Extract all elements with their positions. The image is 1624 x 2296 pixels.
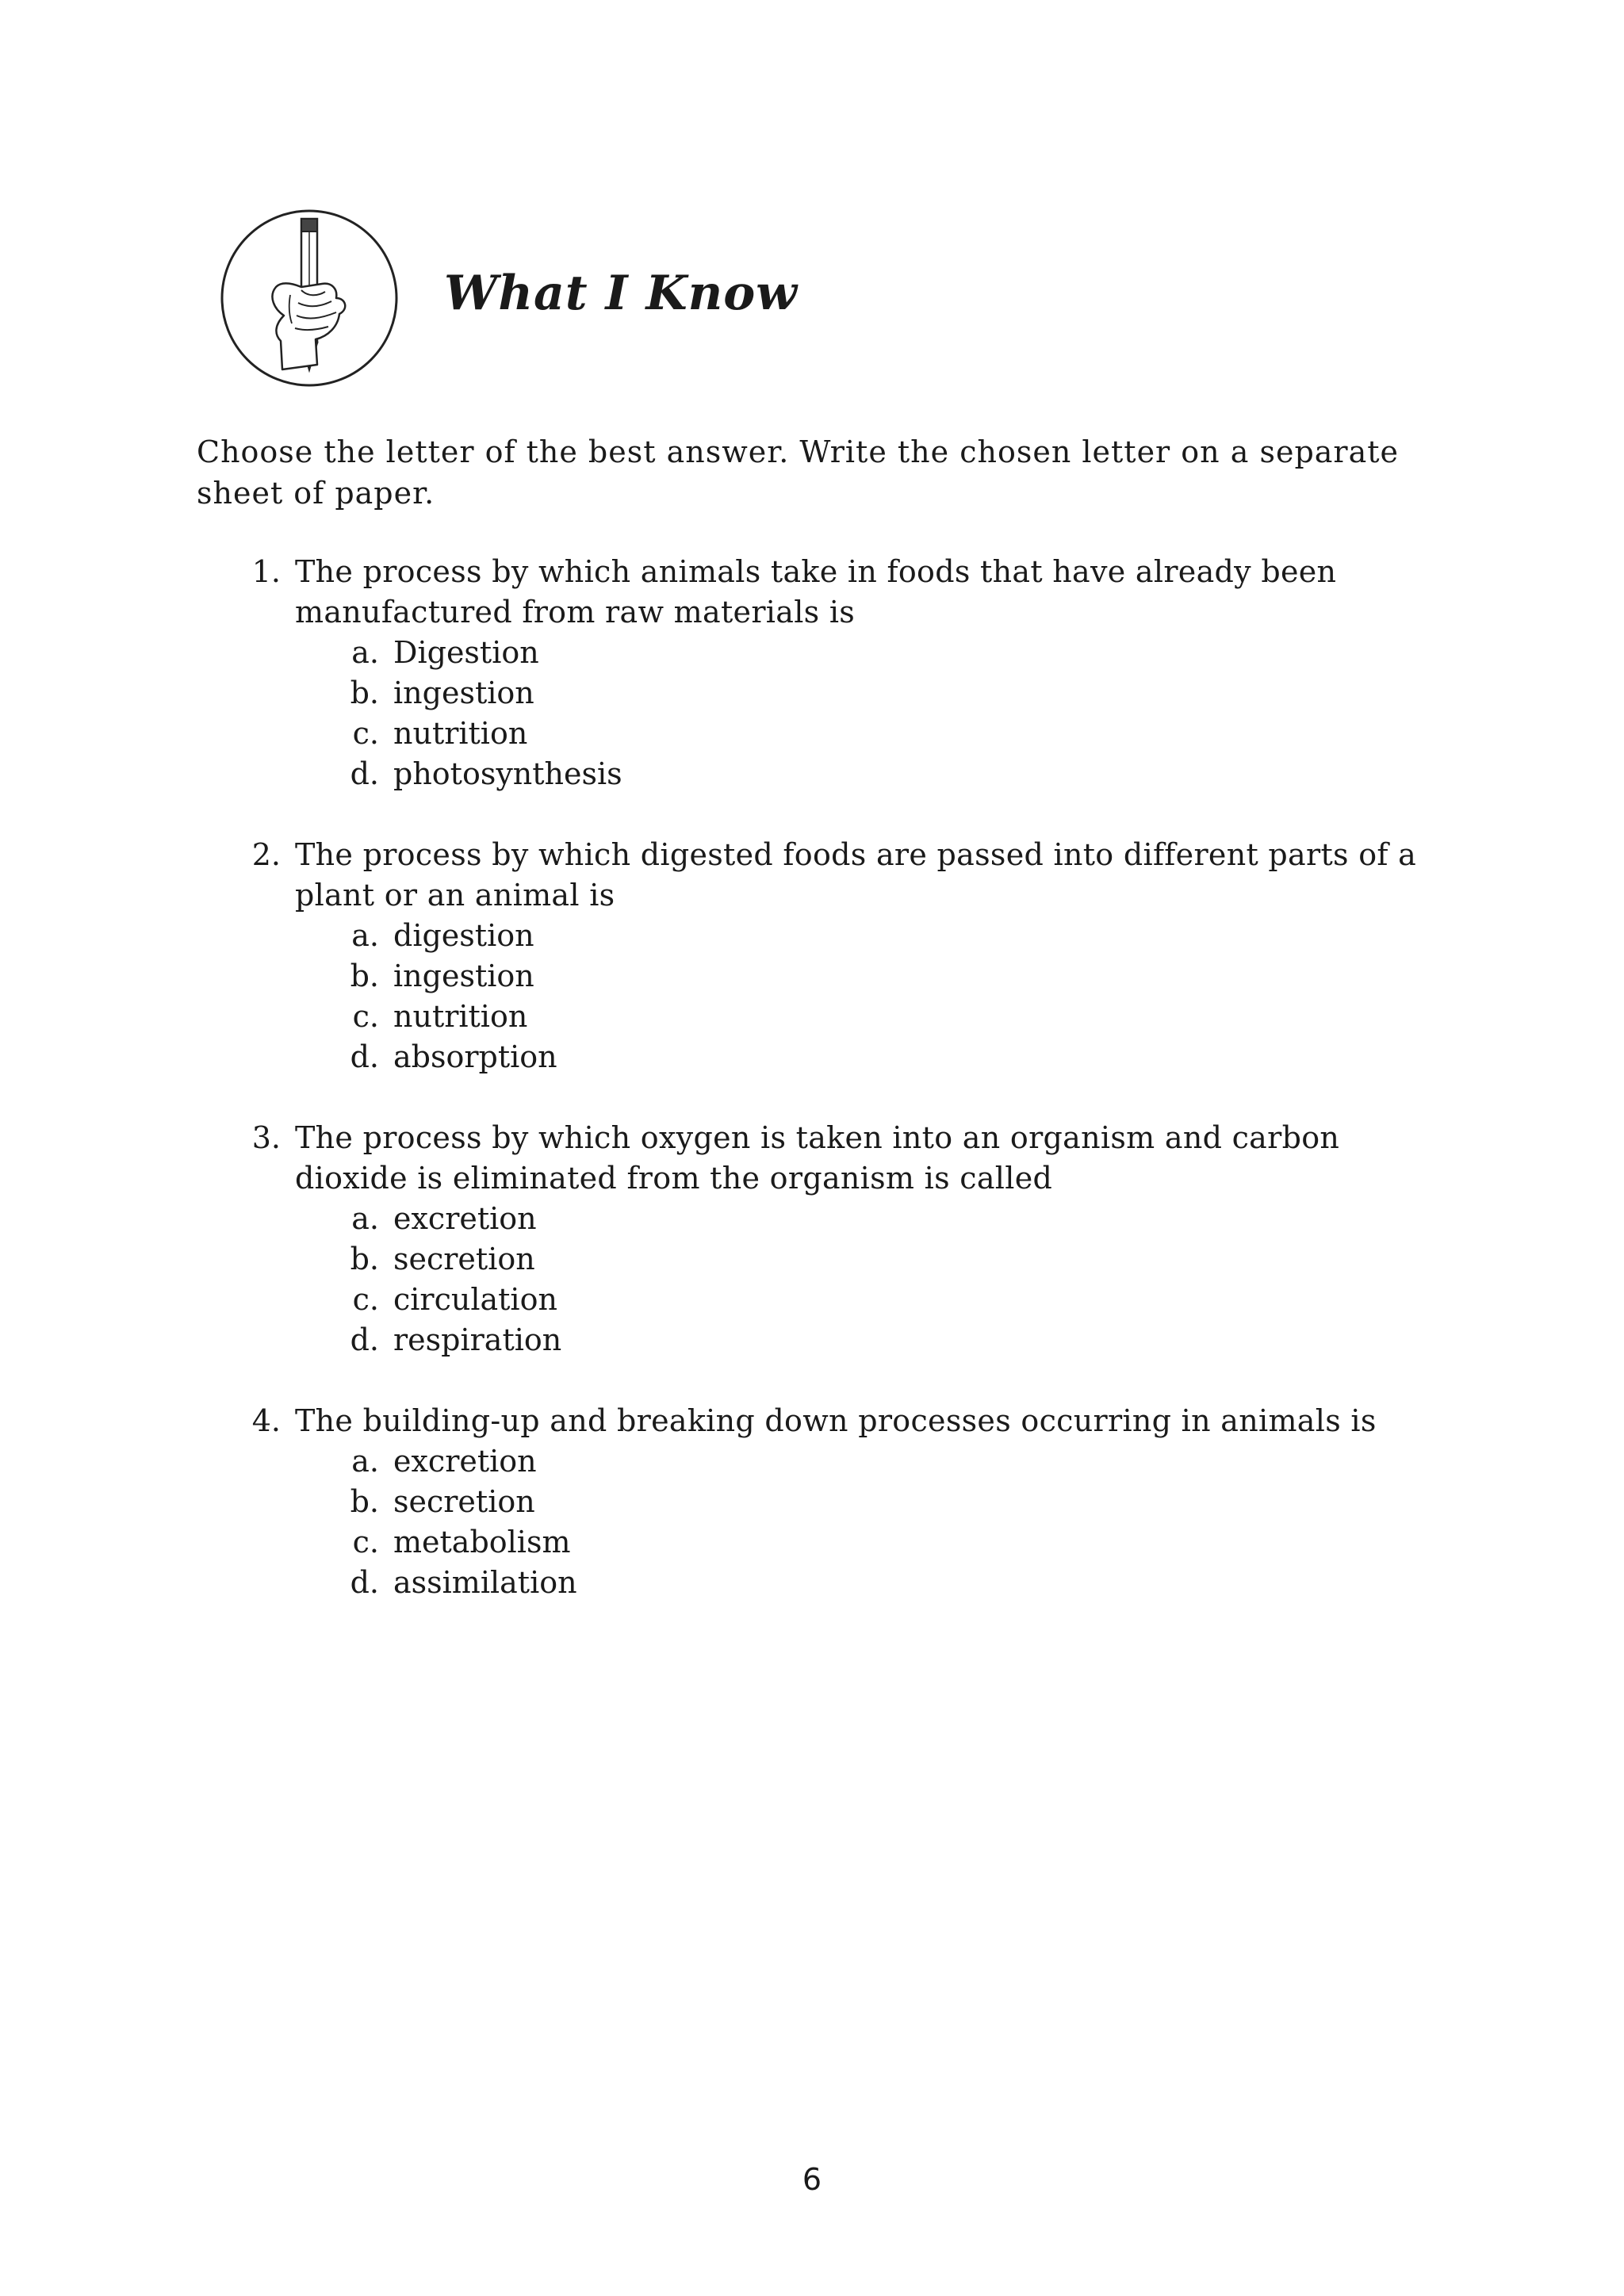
option-text: respiration <box>393 1322 562 1357</box>
option-list <box>295 633 1450 794</box>
option-letter: a. <box>351 1444 379 1479</box>
option-letter: b. <box>350 1242 379 1276</box>
question-number: 2. <box>251 837 281 872</box>
option-letter: d. <box>350 1322 379 1357</box>
option-list <box>295 916 1450 1077</box>
question-text: The building-up and breaking down processes occurring in animals is <box>295 1403 1377 1438</box>
question-1 <box>197 552 1450 794</box>
option-b <box>295 956 1450 997</box>
pencil-hand-icon <box>219 208 400 388</box>
option-text: assimilation <box>393 1565 577 1600</box>
option-text: metabolism <box>393 1525 571 1559</box>
option-a <box>295 633 1450 673</box>
option-d <box>295 1320 1450 1360</box>
option-text: photosynthesis <box>393 756 622 791</box>
option-c <box>295 1280 1450 1320</box>
option-letter: d. <box>350 756 379 791</box>
option-letter: c. <box>352 1525 379 1559</box>
option-text: Digestion <box>393 635 539 670</box>
question-3 <box>197 1118 1450 1360</box>
question-4 <box>197 1401 1450 1603</box>
option-text: nutrition <box>393 716 528 751</box>
option-text: absorption <box>393 1039 557 1074</box>
option-text: secretion <box>393 1242 535 1276</box>
option-text: excretion <box>393 1444 537 1479</box>
option-b <box>295 673 1450 714</box>
option-letter: d. <box>350 1565 379 1600</box>
option-letter: b. <box>350 675 379 710</box>
question-body <box>295 835 1450 1077</box>
page-title: What I Know <box>444 266 798 321</box>
option-b <box>295 1239 1450 1280</box>
option-text: ingestion <box>393 675 534 710</box>
option-letter: b. <box>350 1484 379 1519</box>
option-letter: c. <box>352 999 379 1034</box>
option-text: secretion <box>393 1484 535 1519</box>
page-number: 6 <box>802 2162 822 2197</box>
option-c <box>295 997 1450 1037</box>
option-letter: a. <box>351 1201 379 1236</box>
option-letter: d. <box>350 1039 379 1074</box>
option-a <box>295 916 1450 956</box>
question-list <box>197 552 1450 1644</box>
question-number: 1. <box>251 554 281 589</box>
instructions: Choose the letter of the best answer. Write the chosen letter on a separate sheet of paper. <box>197 434 1400 511</box>
question-body <box>295 1401 1450 1603</box>
option-a <box>295 1441 1450 1482</box>
option-d <box>295 1563 1450 1603</box>
option-letter: c. <box>352 1282 379 1317</box>
option-c <box>295 1522 1450 1563</box>
question-2 <box>197 835 1450 1077</box>
question-number: 3. <box>251 1120 281 1155</box>
question-number: 4. <box>251 1403 281 1438</box>
option-list <box>295 1441 1450 1603</box>
option-letter: a. <box>351 635 379 670</box>
option-c <box>295 714 1450 754</box>
option-d <box>295 1037 1450 1077</box>
option-text: nutrition <box>393 999 528 1034</box>
option-d <box>295 754 1450 794</box>
option-letter: a. <box>351 918 379 953</box>
question-body <box>295 1118 1450 1360</box>
question-text: The process by which oxygen is taken into an organism and carbon dioxide is eliminated from the organism is called <box>295 1120 1340 1196</box>
option-text: circulation <box>393 1282 557 1317</box>
option-text: digestion <box>393 918 534 953</box>
option-text: excretion <box>393 1201 537 1236</box>
option-a <box>295 1199 1450 1239</box>
option-text: ingestion <box>393 959 534 993</box>
option-list <box>295 1199 1450 1360</box>
question-text: The process by which animals take in foods that have already been manufactured from raw materials is <box>295 554 1337 629</box>
option-letter: b. <box>350 959 379 993</box>
question-text: The process by which digested foods are passed into different parts of a plant or an animal is <box>295 837 1417 913</box>
option-letter: c. <box>352 716 379 751</box>
option-b <box>295 1482 1450 1522</box>
question-body <box>295 552 1450 794</box>
